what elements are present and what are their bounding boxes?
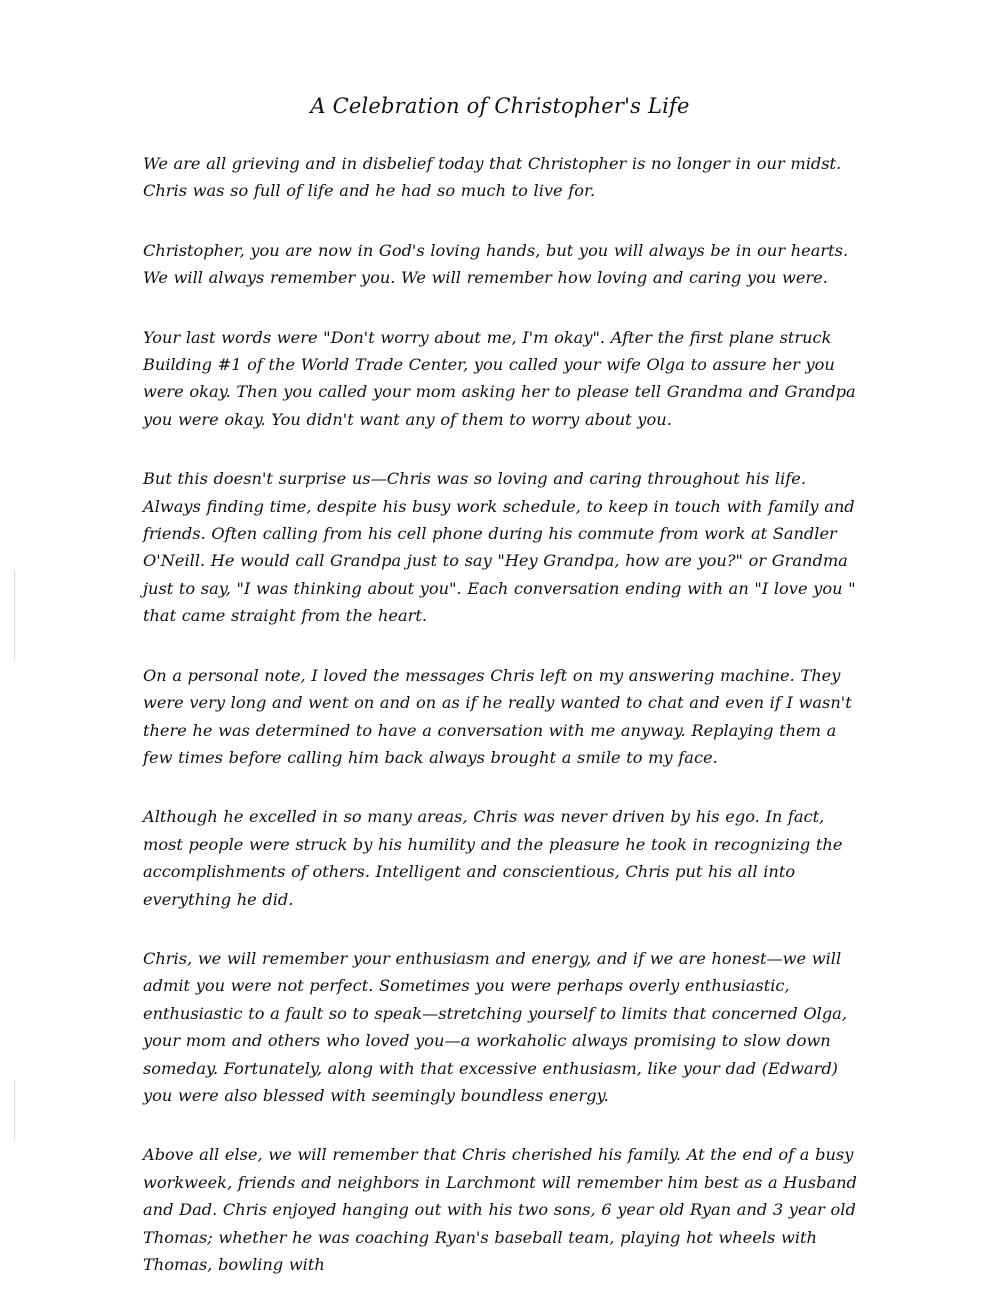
paragraph-loving-caring: But this doesn't surprise us—Chris was so loving and caring throughout his life. Always finding time, despite his busy work schedule, to keep in touch with family and friends. Often calling from his cell phone during his commute from work at Sandler O'Neill. He would call Grandpa just to say "Hey Grandpa, how are you?" or Grandma just to say, "I was thinking about you". Each conversation ending with an "I love you " that came straight from the heart.	[143, 469, 856, 626]
document-body	[143, 150, 861, 1310]
paragraph-family: Above all else, we will remember that Chris cherished his family. At the end of a busy workweek, friends and neighbors in Larchmont will remember him best as a Husband and Dad. Chris enjoyed hanging out with his two sons, 6 year old Ryan and 3 year old Thomas; whether he was coaching Ryan's baseball team, playing hot wheels with Thomas, bowling with	[143, 1145, 857, 1274]
paragraph-last-words: Your last words were "Don't worry about me, I'm okay". After the first plane struck Building #1 of the World Trade Center, you called your wife Olga to assure her you were okay. Then you called your mom asking her to please tell Grandma and Grandpa you were okay. You didn't want any of them to worry about you.	[143, 327, 856, 429]
paragraph-grieving: We are all grieving and in disbelief today that Christopher is no longer in our midst. Chris was so full of life and he had so much to live for.	[143, 154, 842, 201]
scan-margin-mark	[14, 1080, 15, 1140]
scan-margin-mark	[14, 570, 15, 660]
paragraph-gods-hands: Christopher, you are now in God's loving hands, but you will always be in our hearts. We will always remember you. We will remember how loving and caring you were.	[143, 240, 849, 288]
paragraph-humility: Although he excelled in so many areas, Chris was never driven by his ego. In fact, most people were struck by his humility and the pleasure he took in recognizing the accomplishments of others. Intelligent and conscientious, Chris put his all into everything he did.	[143, 807, 843, 909]
paragraph-personal-note: On a personal note, I loved the messages Chris left on my answering machine. They were very long and went on and on as if he really wanted to chat and even if I wasn't there he was determined to have a conversation with me anyway. Replaying them a few times before calling him back always brought a smile to my face.	[143, 665, 852, 767]
paragraph-enthusiasm: Chris, we will remember your enthusiasm and energy, and if we are honest—we will admit you were not perfect. Sometimes you were perhaps overly enthusiastic, enthusiastic to a fault so to speak—stretching yourself to limits that concerned Olga, your mom and others who loved you—a workaholic always promising to slow down someday. Fortunately, along with that excessive enthusiasm, like your dad (Edward) you were also blessed with seemingly boundless energy.	[143, 948, 847, 1105]
document-title: A Celebration of Christopher's Life	[310, 94, 690, 118]
